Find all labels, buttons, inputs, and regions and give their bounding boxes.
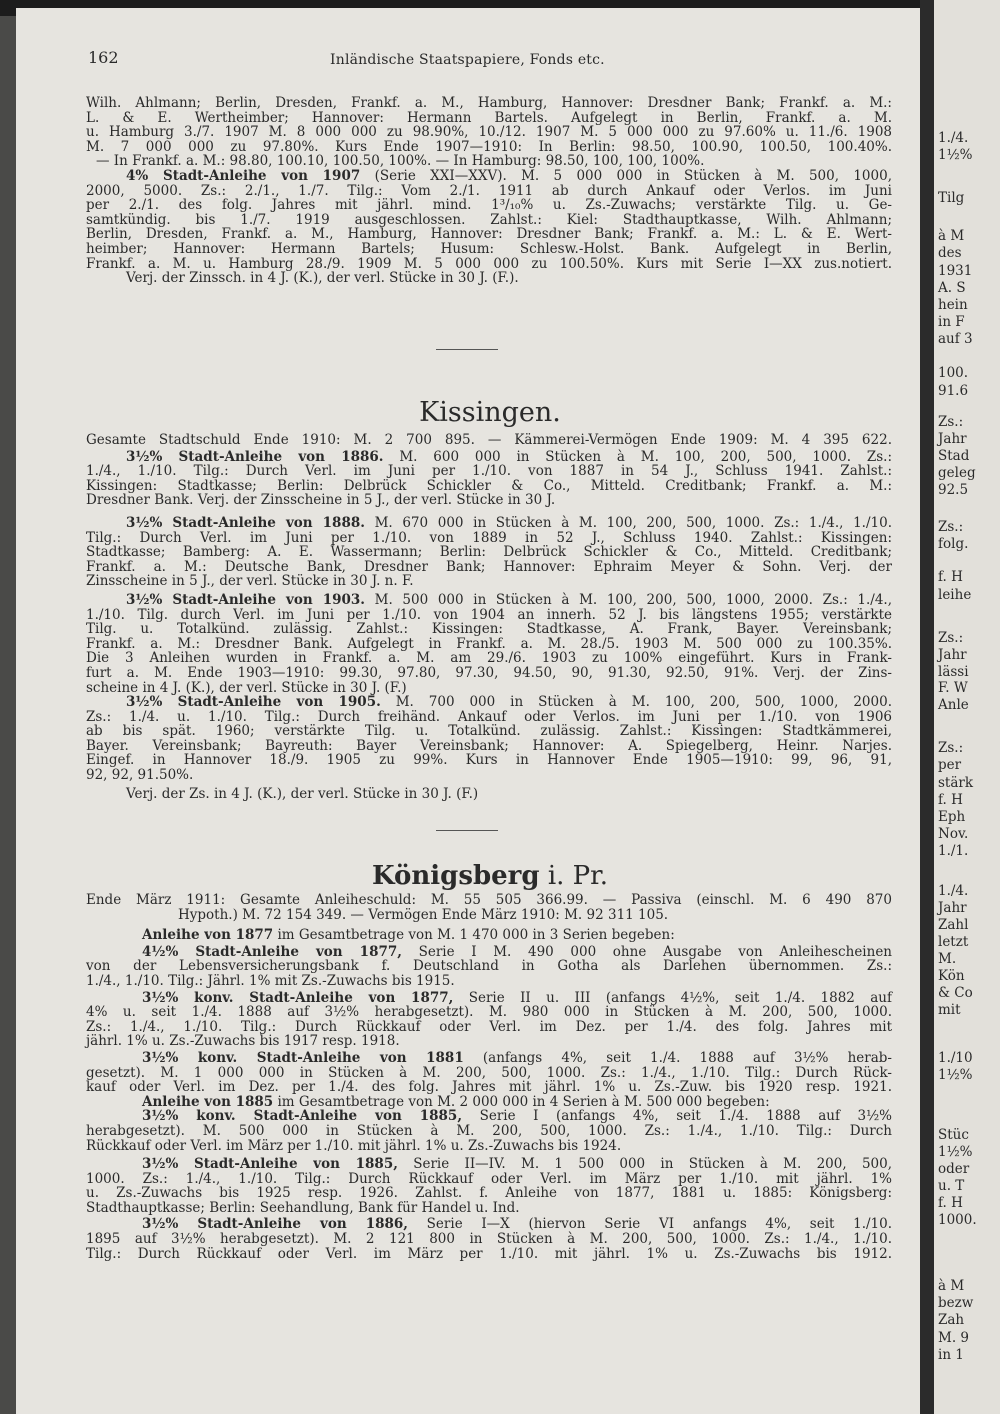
adjacent-page-fragment: leihe — [938, 587, 972, 603]
text-line: Stadtkasse; Bamberg: A. E. Wassermann; Berlin: Delbrück Schickler & Co., Mitteld. Creditbank; — [86, 544, 892, 561]
adjacent-page-fragment: Eph — [938, 809, 966, 825]
adjacent-page-fragment: M. — [938, 951, 957, 967]
text-line: 3½% Stadt-Anleihe von 1903. M. 500 000 in Stücken à M. 100, 200, 500, 1000, 2000. Zs.: 1./4., — [126, 591, 892, 608]
loan-title: 3½% konv. Stadt-Anleihe von 1881 — [142, 1049, 464, 1066]
text-line: Wilh. Ahlmann; Berlin, Dresden, Frankf. a. M., Hamburg, Hannover: Dresdner Bank; Frankf. a. M.: — [86, 95, 892, 111]
loan-title: 3½% Stadt-Anleihe von 1885, — [142, 1156, 398, 1173]
text-line: 3½% konv. Stadt-Anleihe von 1885, Serie I (anfangs 4%, seit 1./4. 1888 auf 3½% — [142, 1108, 893, 1125]
adjacent-page-fragment: à M — [938, 228, 965, 244]
adjacent-page-fragment: in 1 — [938, 1347, 964, 1363]
text-line: jährl. 1% u. Zs.-Zuwachs bis 1917 resp. 1918. — [86, 1033, 400, 1050]
loan-title: 3½% Stadt-Anleihe von 1886. — [126, 448, 384, 465]
text-line: 92, 92, 91.50%. — [86, 767, 194, 784]
adjacent-page-fragment: in F — [938, 314, 965, 330]
adjacent-page-fragment: & Co — [938, 985, 973, 1001]
text-line: ab bis spät. 1960; verstärkte Tilg. u. Totalkünd. zulässig. Zahlst.: Kissingen: Stadtkämmerei, — [86, 723, 892, 740]
loan-title: Anleihe von 1885 — [142, 1093, 274, 1110]
city-heading-kissingen: Kissingen. — [419, 397, 561, 428]
text-line: per 2./1. des folg. Jahres mit jährl. mind. 1³/₁₀% u. Zs.-Zuwachs; verstärkte Tilg. u. Ge- — [86, 197, 892, 214]
loan-title: 3½% Stadt-Anleihe von 1886, — [142, 1216, 409, 1233]
loan-entry — [86, 1109, 892, 1153]
text-line: Hypoth.) M. 72 154 349. — Vermögen Ende März 1910: M. 92 311 105. — [178, 906, 669, 923]
adjacent-page-fragment: Stad — [938, 448, 970, 464]
adjacent-page-fragment: 1½% — [938, 1144, 973, 1160]
adjacent-page-fragment: letzt — [938, 934, 969, 950]
loan-title: 3½% konv. Stadt-Anleihe von 1877, — [142, 989, 454, 1006]
text-line: heimber; Hannover: Hermann Bartels; Husum: Schlesw.-Holst. Bank. Aufgelegt in Berlin, — [86, 240, 892, 257]
adjacent-page-fragment: Jahr — [938, 900, 967, 916]
text-line: Rückkauf oder Verl. im März per 1./10. mit jährl. 1% u. Zs.-Zuwachs bis 1924. — [86, 1137, 622, 1154]
text-line: von der Lebensversicherungsbank f. Deutschland in Gotha als Darlehen übernommen. Zs.: — [86, 958, 892, 975]
text-line: Eingef. in Hannover 18./9. 1905 zu 99%. Kurs in Hannover Ende 1905—1910: 99, 96, 91, — [86, 752, 892, 769]
text-line: Die 3 Anleihen wurden in Frankf. a. M. am 29./6. 1903 zu 100% eingeführt. Kurs in Frank- — [86, 650, 892, 667]
text-line: 1./10. Tilg. durch Verl. im Juni per 1./10. von 1904 an innerh. 52 J. bis längstens 1955; verstärkte — [86, 606, 892, 623]
adjacent-page-fragment: Zs.: — [938, 414, 964, 430]
text-line: 2000, 5000. Zs.: 2./1., 1./7. Tilg.: Vom 2./1. 1911 ab durch Ankauf oder Verlos. im Juni — [86, 182, 892, 199]
adjacent-page-fragment: stärk — [938, 775, 974, 791]
text-line: Zs.: 1./4. u. 1./10. Tilg.: Durch freihänd. Ankauf oder Verlos. im Juni per 1./10. von 1906 — [86, 708, 892, 725]
adjacent-page-fragment: Zs.: — [938, 519, 964, 535]
adjacent-page-fragment: u. T — [938, 1178, 965, 1194]
loan-entry — [86, 1051, 892, 1095]
adjacent-page-fragment: Zs.: — [938, 740, 964, 756]
loan-entry — [86, 450, 892, 508]
adjacent-page-fragment: A. S — [938, 280, 966, 296]
text-line: herabgesetzt). M. 500 000 in Stücken à M. 200, 500, 1000. Zs.: 1./4., 1./10. Tilg.: Durch — [86, 1122, 892, 1139]
city-heading-koenigsberg: Königsberg i. Pr. — [371, 861, 609, 891]
text-line: L. & E. Wertheimber; Hannover: Hermann Bartels. Aufgelegt in Berlin, Frankf. a. M. — [86, 109, 892, 126]
text-line: 3½% Stadt-Anleihe von 1885, Serie II—IV. M. 1 500 000 in Stücken à M. 200, 500, — [142, 1156, 893, 1173]
text-line: 4% u. seit 1./4. 1888 auf 3½% herabgesetzt). M. 980 000 in Stücken à M. 200, 500, 1000. — [86, 1004, 892, 1021]
adjacent-page-fragment: 1½% — [938, 147, 973, 163]
text-line: 1./4., 1./10. Tilg.: Jährl. 1% mit Zs.-Zuwachs bis 1915. — [86, 972, 455, 989]
adjacent-page-fragment: 1./4. — [938, 883, 969, 899]
adjacent-page-fragment: 1½% — [938, 1067, 973, 1083]
adjacent-page-fragment: mit — [938, 1002, 961, 1018]
loan-entry — [86, 1157, 892, 1215]
adjacent-page-fragment: F. W — [938, 680, 968, 696]
text-line: Dresdner Bank. Verj. der Zinsscheine in 5 J., der verl. Stücke in 30 J. — [86, 492, 556, 509]
adjacent-page-fragment: 1931 — [938, 263, 973, 279]
text-line: kauf oder Verl. im Dez. per 1./4. des folg. Jahres mit jährl. 1% u. Zs.-Zuw. bis 1920 resp. 1921. — [86, 1079, 892, 1096]
adjacent-page-fragment: Jahr — [938, 647, 967, 663]
adjacent-page-fragment: bezw — [938, 1295, 974, 1311]
loan-entry-1907 — [86, 169, 892, 286]
page-number: 162 — [88, 48, 119, 67]
continuation-paragraph — [86, 96, 892, 169]
text-line: samtkündig. bis 1./7. 1919 ausgeschlossen. Zahlst.: Kiel: Stadthauptkasse, Wilh. Ahlmann; — [86, 211, 892, 228]
text-line: Frankf. a. M.: Deutsche Bank, Dresdner Bank; Hannover: Ephraim Meyer & Sohn. Verj. der — [86, 558, 892, 575]
adjacent-page-fragment: f. H — [938, 1195, 963, 1211]
adjacent-page-fragment: hein — [938, 297, 968, 313]
adjacent-page-fragment: auf 3 — [938, 331, 973, 347]
text-line: M. 7 000 000 zu 97.80%. Kurs Ende 1907—1910: In Berlin: 98.50, 100.90, 100.50, 100.40%. — [86, 138, 892, 155]
text-line: u. Zs.-Zuwachs bis 1925 resp. 1926. Zahlst. f. Anleihe von 1877, 1881 u. 1885: Königsberg: — [86, 1185, 892, 1202]
section-divider — [436, 349, 498, 350]
text-line: Tilg. u. Totalkünd. zulässig. Zahlst.: Kissingen: Stadtkasse, A. Frank, Bayer. Vereinsbank; — [86, 621, 892, 638]
kissingen-section — [86, 433, 892, 801]
loan-entry — [86, 945, 892, 989]
top-block — [86, 96, 892, 286]
text-line: Anleihe von 1885 im Gesamtbetrage von M. 2 000 000 in 4 Serien à M. 500 000 begeben: — [142, 1093, 770, 1110]
adjacent-page-fragment: Stüc — [938, 1127, 969, 1143]
text-line: — In Frankf. a. M.: 98.80, 100.10, 100.50, 100%. — In Hamburg: 98.50, 100, 100, 100%. — [96, 153, 705, 170]
loan-entry — [86, 516, 892, 589]
text-line: 3½% Stadt-Anleihe von 1888. M. 670 000 in Stücken à M. 100, 200, 500, 1000. Zs.: 1./4., 1./10. — [126, 514, 892, 531]
adjacent-page-fragment: 1./1. — [938, 843, 969, 859]
loan-entry — [86, 695, 892, 801]
adjacent-page-fragment: Zah — [938, 1312, 965, 1328]
adjacent-page-fragment: M. 9 — [938, 1330, 969, 1346]
text-line: 3½% Stadt-Anleihe von 1886, Serie I—X (hiervon Serie VI anfangs 4%, seit 1./10. — [142, 1216, 892, 1233]
loan-title: 3½% Stadt-Anleihe von 1888. — [126, 514, 365, 531]
text-line: Verj. der Zinssch. in 4 J. (K.), der verl. Stücke in 30 J. (F.). — [126, 270, 519, 287]
text-line: gesetzt). M. 1 000 000 in Stücken à M. 200, 500, 1000. Zs.: 1./4., 1./10. Tilg.: Durch Rück- — [86, 1064, 892, 1081]
loan-group-header — [86, 1095, 892, 1110]
text-line: 3½% konv. Stadt-Anleihe von 1877, Serie II u. III (anfangs 4½%, seit 1./4. 1882 auf — [142, 989, 892, 1006]
adjacent-page-fragment: des — [938, 245, 962, 261]
text-line: 3½% Stadt-Anleihe von 1886. M. 600 000 in Stücken à M. 100, 200, 500, 1000. Zs.: — [126, 448, 892, 465]
adjacent-page-fragment: lässi — [938, 664, 969, 680]
adjacent-page-fragment: geleg — [938, 465, 976, 481]
text-line: Berlin, Dresden, Frankf. a. M., Hamburg, Hannover: Dresdner Bank; Frankf. a. M.: L. & E. Wert- — [86, 226, 892, 243]
loan-group-header — [86, 928, 892, 943]
text-line: scheine in 4 J. (K.), der verl. Stücke in 30 J. (F.) — [86, 679, 407, 696]
adjacent-page-fragment: Zahl — [938, 917, 969, 933]
loan-title: Anleihe von 1877 — [142, 927, 274, 944]
loan-title: 4½% Stadt-Anleihe von 1877, — [142, 943, 402, 960]
adjacent-page-fragment: f. H — [938, 569, 963, 585]
text-line: Verj. der Zs. in 4 J. (K.), der verl. Stücke in 30 J. (F.) — [126, 785, 479, 802]
adjacent-page-fragment: per — [938, 757, 962, 773]
loan-title: 3½% Stadt-Anleihe von 1905. — [126, 694, 381, 711]
adjacent-page-fragment: folg. — [938, 536, 969, 552]
text-line: Frankf. a. M. u. Hamburg 28./9. 1909 M. 5 000 000 zu 100.50%. Kurs mit Serie I—XX zus.notiert. — [86, 255, 892, 272]
loan-title: 4% Stadt-Anleihe von 1907 — [126, 167, 361, 184]
loan-entry — [86, 593, 892, 695]
text-line: Ende März 1911: Gesamte Anleiheschuld: M. 55 505 366.99. — Passiva (einschl. M. 6 490 870 — [86, 892, 892, 908]
text-line: Zinsscheine in 5 J., der verl. Stücke in 30 J. n. F. — [86, 573, 414, 590]
text-line: Zs.: 1./4., 1./10. Tilg.: Durch Rückkauf oder Verl. im Dez. per 1./4. des folg. Jahres mit — [86, 1018, 892, 1035]
adjacent-page-fragment: Zs.: — [938, 630, 964, 646]
text-line: 1000. Zs.: 1./4., 1./10. Tilg.: Durch Rückkauf oder Verl. im März per 1./10. mit jährl. 1% — [86, 1170, 892, 1187]
text-line: 3½% Stadt-Anleihe von 1905. M. 700 000 in Stücken à M. 100, 200, 500, 1000, 2000. — [126, 694, 892, 711]
text-line: Tilg.: Durch Verl. im Juni per 1./10. von 1889 in 52 J., Schluss 1940. Zahlst.: Kissingen: — [86, 529, 892, 546]
text-line: Kissingen: Stadtkasse; Berlin: Delbrück Schickler & Co., Mitteld. Creditbank; Frankf. a. M.: — [86, 477, 892, 494]
adjacent-page-fragment: Jahr — [938, 431, 967, 447]
city-summary — [86, 893, 892, 922]
adjacent-page-fragment: à M — [938, 1278, 965, 1294]
adjacent-page-fragment: oder — [938, 1161, 970, 1177]
adjacent-page-fragment: 100. — [938, 365, 969, 381]
city-summary: Gesamte Stadtschuld Ende 1910: M. 2 700 895. — Kämmerei-Vermögen Ende 1909: M. 4 395 622. — [86, 432, 892, 448]
adjacent-page-fragment: 1./4. — [938, 130, 969, 146]
text-line: 4% Stadt-Anleihe von 1907 (Serie XXI—XXV). M. 5 000 000 in Stücken à M. 500, 1000, — [126, 167, 892, 184]
adjacent-page-fragment: Kön — [938, 968, 965, 984]
adjacent-page-fragment: 1000. — [938, 1212, 977, 1228]
text-line: furt a. M. Ende 1903—1910: 99.30, 97.80, 97.30, 94.50, 90, 91.30, 92.50, 91%. Verj. der Zins- — [86, 664, 892, 681]
loan-entry — [86, 1217, 892, 1261]
text-line: 1./4., 1./10. Tilg.: Durch Verl. im Juni per 1./10. von 1887 in 54 J., Schluss 1941. Zahlst.: — [86, 463, 892, 480]
adjacent-page-fragment: Anle — [938, 697, 969, 713]
loan-entry — [86, 991, 892, 1049]
text-line: Tilg.: Durch Rückkauf oder Verl. im März per 1./10. mit jährl. 1% u. Zs.-Zuwachs bis 1912. — [86, 1245, 892, 1262]
adjacent-page-fragment: 92.5 — [938, 482, 969, 498]
adjacent-page-fragment: 1./10 — [938, 1050, 973, 1066]
text-line: Bayer. Vereinsbank; Bayreuth: Bayer Vereinsbank; Hannover: A. Spiegelberg, Heinr. Narjes. — [86, 737, 892, 754]
section-divider — [436, 830, 498, 831]
adjacent-page-fragment: f. H — [938, 792, 963, 808]
text-line: 4½% Stadt-Anleihe von 1877, Serie I M. 490 000 ohne Ausgabe von Anleihescheinen — [142, 943, 892, 960]
text-line: Frankf. a. M.: Dresdner Bank. Aufgelegt in Frankf. a. M. 28./5. 1903 M. 500 000 zu 100.35%. — [86, 635, 892, 652]
text-line: 3½% konv. Stadt-Anleihe von 1881 (anfangs 4%, seit 1./4. 1888 auf 3½% herab- — [142, 1049, 892, 1066]
running-title: Inländische Staatspapiere, Fonds etc. — [330, 52, 605, 68]
loan-title: 3½% konv. Stadt-Anleihe von 1885, — [142, 1108, 463, 1125]
text-line: Stadthauptkasse; Berlin: Seehandlung, Bank für Handel u. Ind. — [86, 1199, 520, 1216]
adjacent-page-fragment: Nov. — [938, 826, 969, 842]
adjacent-page-fragment: Tilg — [938, 190, 965, 206]
text-line: 1895 auf 3½% herabgesetzt). M. 2 121 800 in Stücken à M. 200, 500, 1000. Zs.: 1./4., 1./10. — [86, 1231, 892, 1248]
text-line: Anleihe von 1877 im Gesamtbetrage von M. 1 470 000 in 3 Serien begeben: — [142, 927, 675, 944]
page-gutter — [920, 0, 934, 1414]
text-line: u. Hamburg 3./7. 1907 M. 8 000 000 zu 98.90%, 10./12. 1907 M. 5 000 000 zu 97.60% u. 11./6. 1908 — [86, 124, 892, 141]
adjacent-page-strip — [934, 0, 1000, 1414]
koenigsberg-section — [86, 893, 892, 1261]
loan-title: 3½% Stadt-Anleihe von 1903. — [126, 591, 365, 608]
adjacent-page-fragment: 91.6 — [938, 383, 969, 399]
